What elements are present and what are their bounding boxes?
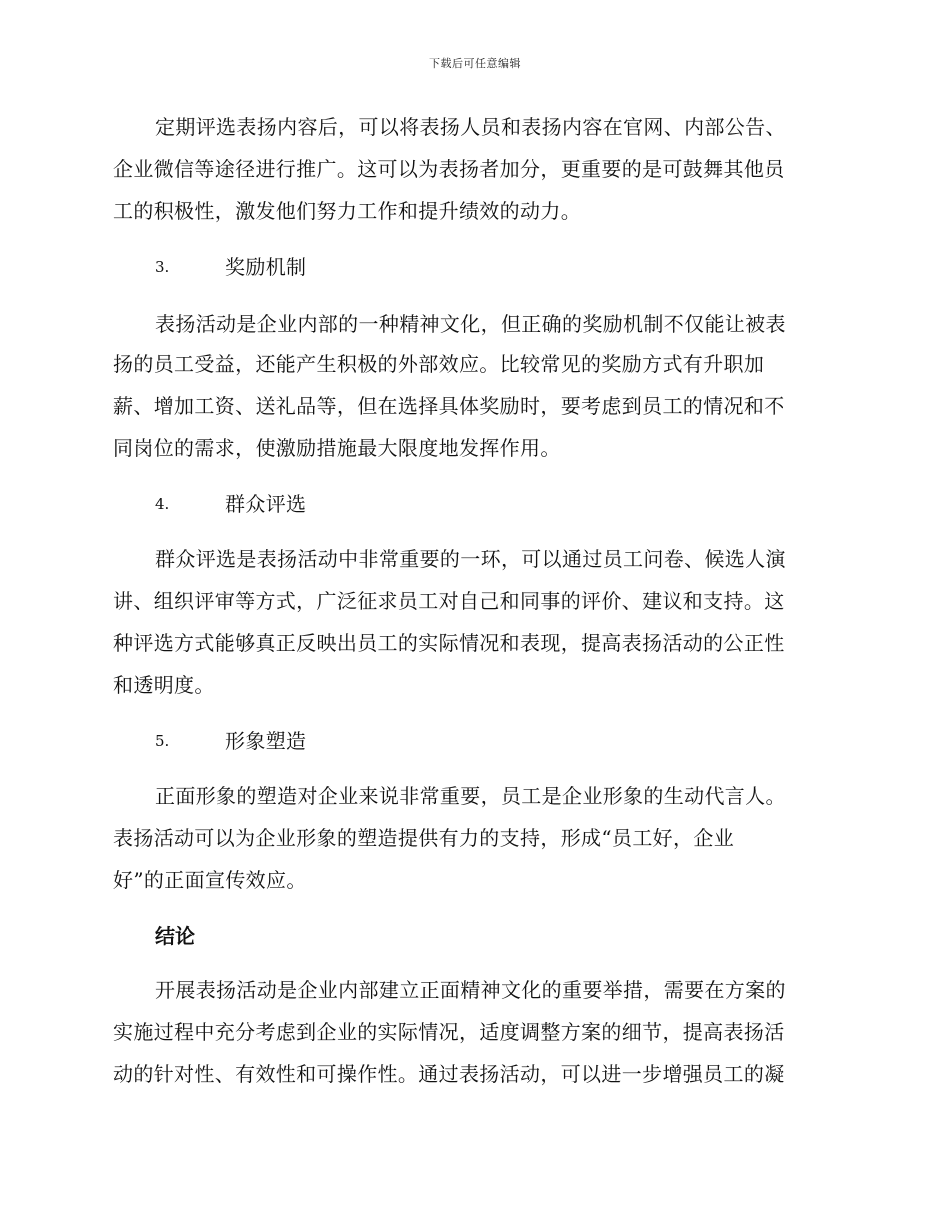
section-title: 形象塑造: [225, 729, 307, 753]
paragraph-line: 工的积极性，激发他们努力工作和提升绩效的动力。: [113, 199, 582, 223]
paragraph-line: 动的针对性、有效性和可操作性。通过表扬活动，可以进一步增强员工的凝: [113, 1062, 785, 1086]
paragraph-line: 扬的员工受益，还能产生积极的外部效应。比较常见的奖励方式有升职加: [113, 352, 765, 376]
conclusion-heading: 结论: [155, 924, 195, 948]
list-number: 3.: [155, 258, 170, 276]
paragraph-line: 企业微信等途径进行推广。这可以为表扬者加分，更重要的是可鼓舞其他员: [113, 157, 785, 181]
paragraph-line: 好”的正面宣传效应。: [113, 868, 307, 892]
list-number: 5.: [155, 732, 170, 750]
paragraph-line: 讲、组织评审等方式，广泛征求员工对自己和同事的评价、建议和支持。这: [113, 589, 785, 613]
paragraph-line: 同岗位的需求，使激励措施最大限度地发挥作用。: [113, 436, 561, 460]
paragraph-line: 薪、增加工资、送礼品等，但在选择具体奖励时，要考虑到员工的情况和不: [113, 394, 785, 418]
section-title: 奖励机制: [225, 255, 307, 279]
paragraph-line: 种评选方式能够真正反映出员工的实际情况和表现，提高表扬活动的公正性: [113, 631, 785, 655]
paragraph-line: 正面形象的塑造对企业来说非常重要，员工是企业形象的生动代言人。: [155, 784, 786, 808]
paragraph-line: 定期评选表扬内容后，可以将表扬人员和表扬内容在官网、内部公告、: [155, 115, 786, 139]
page-header: 下载后可任意编辑: [429, 57, 521, 70]
paragraph-line: 群众评选是表扬活动中非常重要的一环，可以通过员工问卷、候选人演: [155, 547, 786, 571]
paragraph-line: 表扬活动可以为企业形象的塑造提供有力的支持，形成“员工好，企业: [113, 826, 735, 850]
paragraph-line: 和透明度。: [113, 673, 215, 697]
section-title: 群众评选: [225, 492, 307, 516]
list-number: 4.: [155, 495, 170, 513]
paragraph-line: 实施过程中充分考虑到企业的实际情况，适度调整方案的细节，提高表扬活: [113, 1020, 785, 1044]
paragraph-line: 开展表扬活动是企业内部建立正面精神文化的重要举措，需要在方案的: [155, 978, 786, 1002]
paragraph-line: 表扬活动是企业内部的一种精神文化，但正确的奖励机制不仅能让被表: [155, 312, 786, 336]
